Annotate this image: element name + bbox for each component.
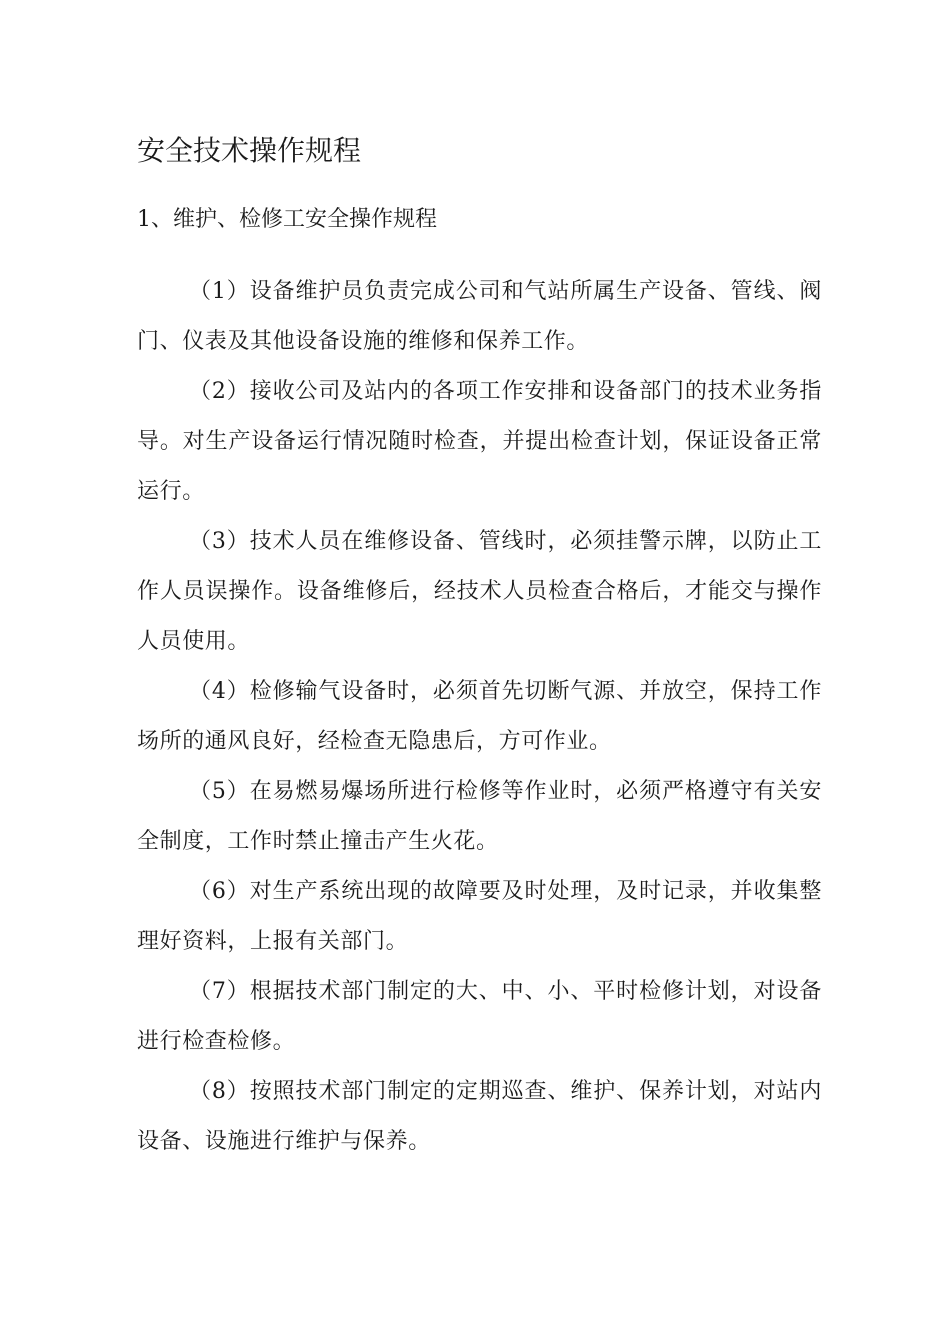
paragraph-5: （5）在易燃易爆场所进行检修等作业时，必须严格遵守有关安全制度，工作时禁止撞击产生火花。 — [137, 779, 822, 854]
paragraph-6: （6）对生产系统出现的故障要及时处理，及时记录，并收集整理好资料，上报有关部门。 — [137, 879, 822, 954]
paragraph-1: （1）设备维护员负责完成公司和气站所属生产设备、管线、阀门、仪表及其他设备设施的维修和保养工作。 — [137, 279, 822, 354]
paragraph-7: （7）根据技术部门制定的大、中、小、平时检修计划，对设备进行检查检修。 — [137, 979, 822, 1054]
section-heading: 1、维护、检修工安全操作规程 — [137, 207, 437, 232]
paragraph-4: （4）检修输气设备时，必须首先切断气源、并放空，保持工作场所的通风良好，经检查无隐患后，方可作业。 — [137, 679, 822, 754]
document-title: 安全技术操作规程 — [137, 134, 362, 167]
paragraph-3: （3）技术人员在维修设备、管线时，必须挂警示牌，以防止工作人员误操作。设备维修后，经技术人员检查合格后，才能交与操作人员使用。 — [137, 529, 822, 654]
body-text — [137, 267, 822, 1167]
paragraph-8: （8）按照技术部门制定的定期巡查、维护、保养计划，对站内设备、设施进行维护与保养。 — [137, 1079, 822, 1154]
paragraph-2: （2）接收公司及站内的各项工作安排和设备部门的技术业务指导。对生产设备运行情况随时检查，并提出检查计划，保证设备正常运行。 — [137, 379, 822, 504]
